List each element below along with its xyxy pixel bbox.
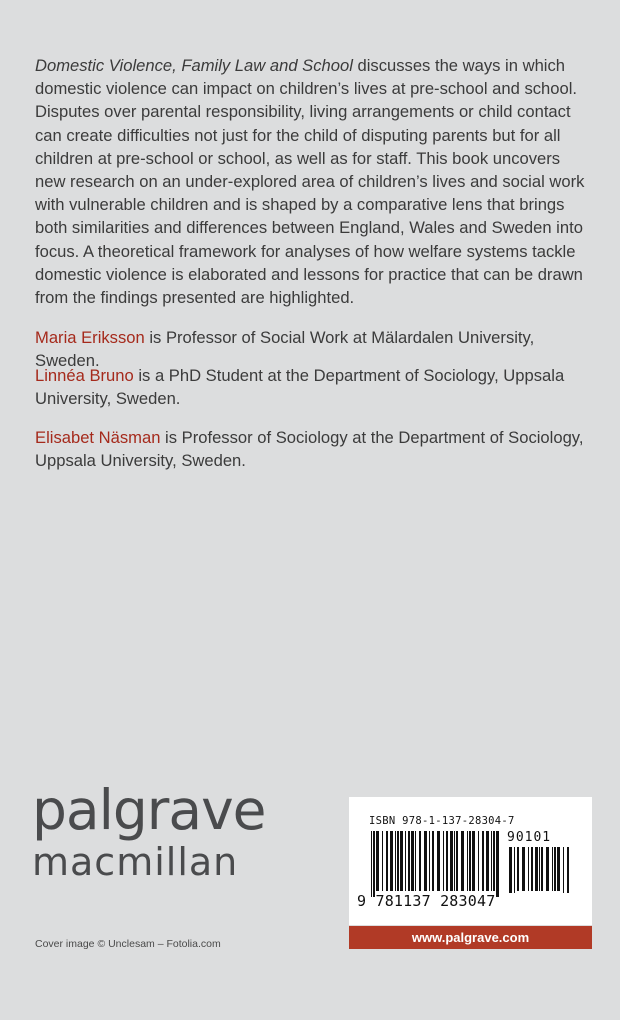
barcode-bar (454, 831, 455, 891)
barcode-bar (443, 831, 444, 891)
barcode-bar (405, 831, 406, 891)
barcode-bar (397, 831, 399, 891)
barcode-bar (554, 847, 556, 891)
barcode-bar (522, 847, 525, 891)
publisher-logo (32, 780, 266, 882)
author-name: Elisabet Näsman (35, 428, 161, 447)
barcode-bar (371, 831, 372, 897)
barcode-bar (408, 831, 410, 891)
barcode-bar (437, 831, 440, 891)
author-bio-3 (35, 426, 595, 472)
author-bio-text: is Professor of Sociology at the Department of Sociology, Uppsala University, Sweden. (35, 428, 584, 471)
barcode-bar (469, 831, 471, 891)
barcode-bar (552, 847, 553, 891)
barcode-bar (557, 847, 560, 891)
barcode-bar (382, 831, 383, 891)
isbn-digits: 9 781137 283047 (357, 892, 496, 910)
barcode-bar (563, 847, 564, 893)
barcode-bar (429, 831, 430, 891)
logo-line-macmillan: macmillan (32, 840, 239, 884)
barcode-bar (482, 831, 484, 891)
barcode-bar (528, 847, 529, 891)
logo-line-palgrave: palgrave (32, 778, 266, 842)
barcode-bar (541, 847, 543, 891)
barcode-bar (531, 847, 533, 891)
description-text: discusses the ways in which domestic violence can impact on children’s lives at pre-school and school. Disputes over parental responsibility, living arrangements or child contact can create difficulties not just for the child of disputing parents but for all children at pre-school or school, as well as for staff. This book uncovers new research on an under-explored area of children’s lives and social work with vulnerable children and is shaped by a comparative lens that brings both similarities and differences between England, Wales and Sweden into focus. A theoretical framework for analyses of how welfare systems tackle domestic violence is elaborated and lessons for practice that can be drawn from the findings presented are highlighted. (35, 56, 585, 308)
barcode-bar (390, 831, 393, 891)
barcode-bar (478, 831, 479, 891)
barcode-bar (493, 831, 495, 891)
barcode-bar (432, 831, 434, 891)
barcode-bar (456, 831, 458, 891)
isbn-label: ISBN 978-1-137-28304-7 (369, 815, 515, 827)
barcode-bar (376, 831, 379, 891)
barcode-bar (461, 831, 464, 891)
barcode-bar (517, 847, 519, 891)
author-bio-text: is a PhD Student at the Department of Sociology, Uppsala University, Sweden. (35, 366, 565, 409)
book-title-italic: Domestic Violence, Family Law and School (35, 56, 353, 75)
barcode-bar (395, 831, 396, 891)
author-name: Maria Eriksson (35, 328, 145, 347)
barcode-bar (509, 847, 512, 893)
barcode-bar (450, 831, 453, 891)
barcode-bar (386, 831, 388, 891)
publisher-url[interactable]: www.palgrave.com (349, 926, 592, 949)
barcode-bar (546, 847, 549, 891)
barcode-bar (535, 847, 538, 891)
barcode-bar (472, 831, 475, 891)
barcode-bar (419, 831, 421, 891)
barcode-bar (539, 847, 540, 891)
book-description (35, 54, 595, 309)
barcode-bar (415, 831, 416, 891)
barcode-bar (567, 847, 569, 893)
barcode-bar (373, 831, 375, 897)
barcode-bar (446, 831, 448, 891)
price-code: 90101 (507, 830, 552, 845)
cover-image-credit: Cover image © Unclesam – Fotolia.com (35, 938, 221, 950)
barcode-bar (467, 831, 468, 891)
barcode-bar (400, 831, 403, 891)
author-bio-text: is Professor of Social Work at Mälardalen University, Sweden. (35, 328, 535, 371)
author-bio-2 (35, 364, 595, 410)
barcode-bar (496, 831, 499, 897)
barcode-box (349, 797, 592, 925)
barcode-bar (491, 831, 492, 891)
barcode-bar (411, 831, 414, 891)
barcode-bar (486, 831, 489, 891)
barcode-bar (424, 831, 427, 891)
author-name: Linnéa Bruno (35, 366, 134, 385)
barcode-bar (514, 847, 515, 893)
